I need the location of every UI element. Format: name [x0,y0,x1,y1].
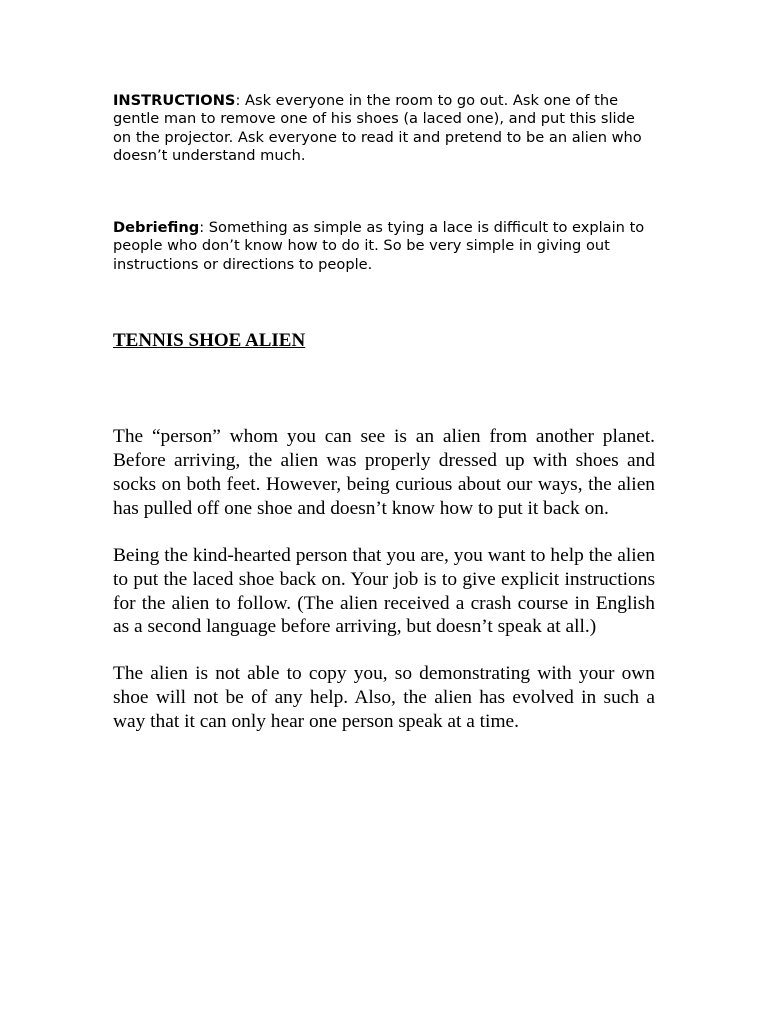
debriefing-text: : Something as simple as tying a lace is difficult to explain to people who don’t know how to do it. So be very simple in giving out instructions or directions to people. [113,219,645,273]
document-title: TENNIS SHOE ALIEN [113,330,306,352]
body-paragraph-2: Being the kind-hearted person that you are, you want to help the alien to put the laced shoe back on. Your job is to give explicit instructions for the alien to follow. (The alien received a crash course in English as a second language before arriving, but doesn’t speak at all.) [113,544,655,638]
instructions-text: : Ask everyone in the room to go out. Ask one of the gentle man to remove one of his shoes (a laced one), and put this slide on the projector. Ask everyone to read it and pretend to be an alien who doesn’t understand much. [113,92,642,164]
document-page [113,92,655,734]
debriefing-label: Debriefing [113,219,200,237]
body-paragraph-3: The alien is not able to copy you, so demonstrating with your own shoe will not be of any help. Also, the alien has evolved in such a way that it can only hear one person speak at a time. [113,663,655,733]
instructions-label: INSTRUCTIONS [113,92,236,109]
body-paragraph-1: The “person” whom you can see is an alien from another planet. Before arriving, the alien was properly dressed up with shoes and socks on both feet. However, being curious about our ways, the alien has pulled off one shoe and doesn’t know how to put it back on. [113,426,655,519]
debriefing-paragraph [113,219,655,274]
instructions-paragraph [113,92,655,165]
